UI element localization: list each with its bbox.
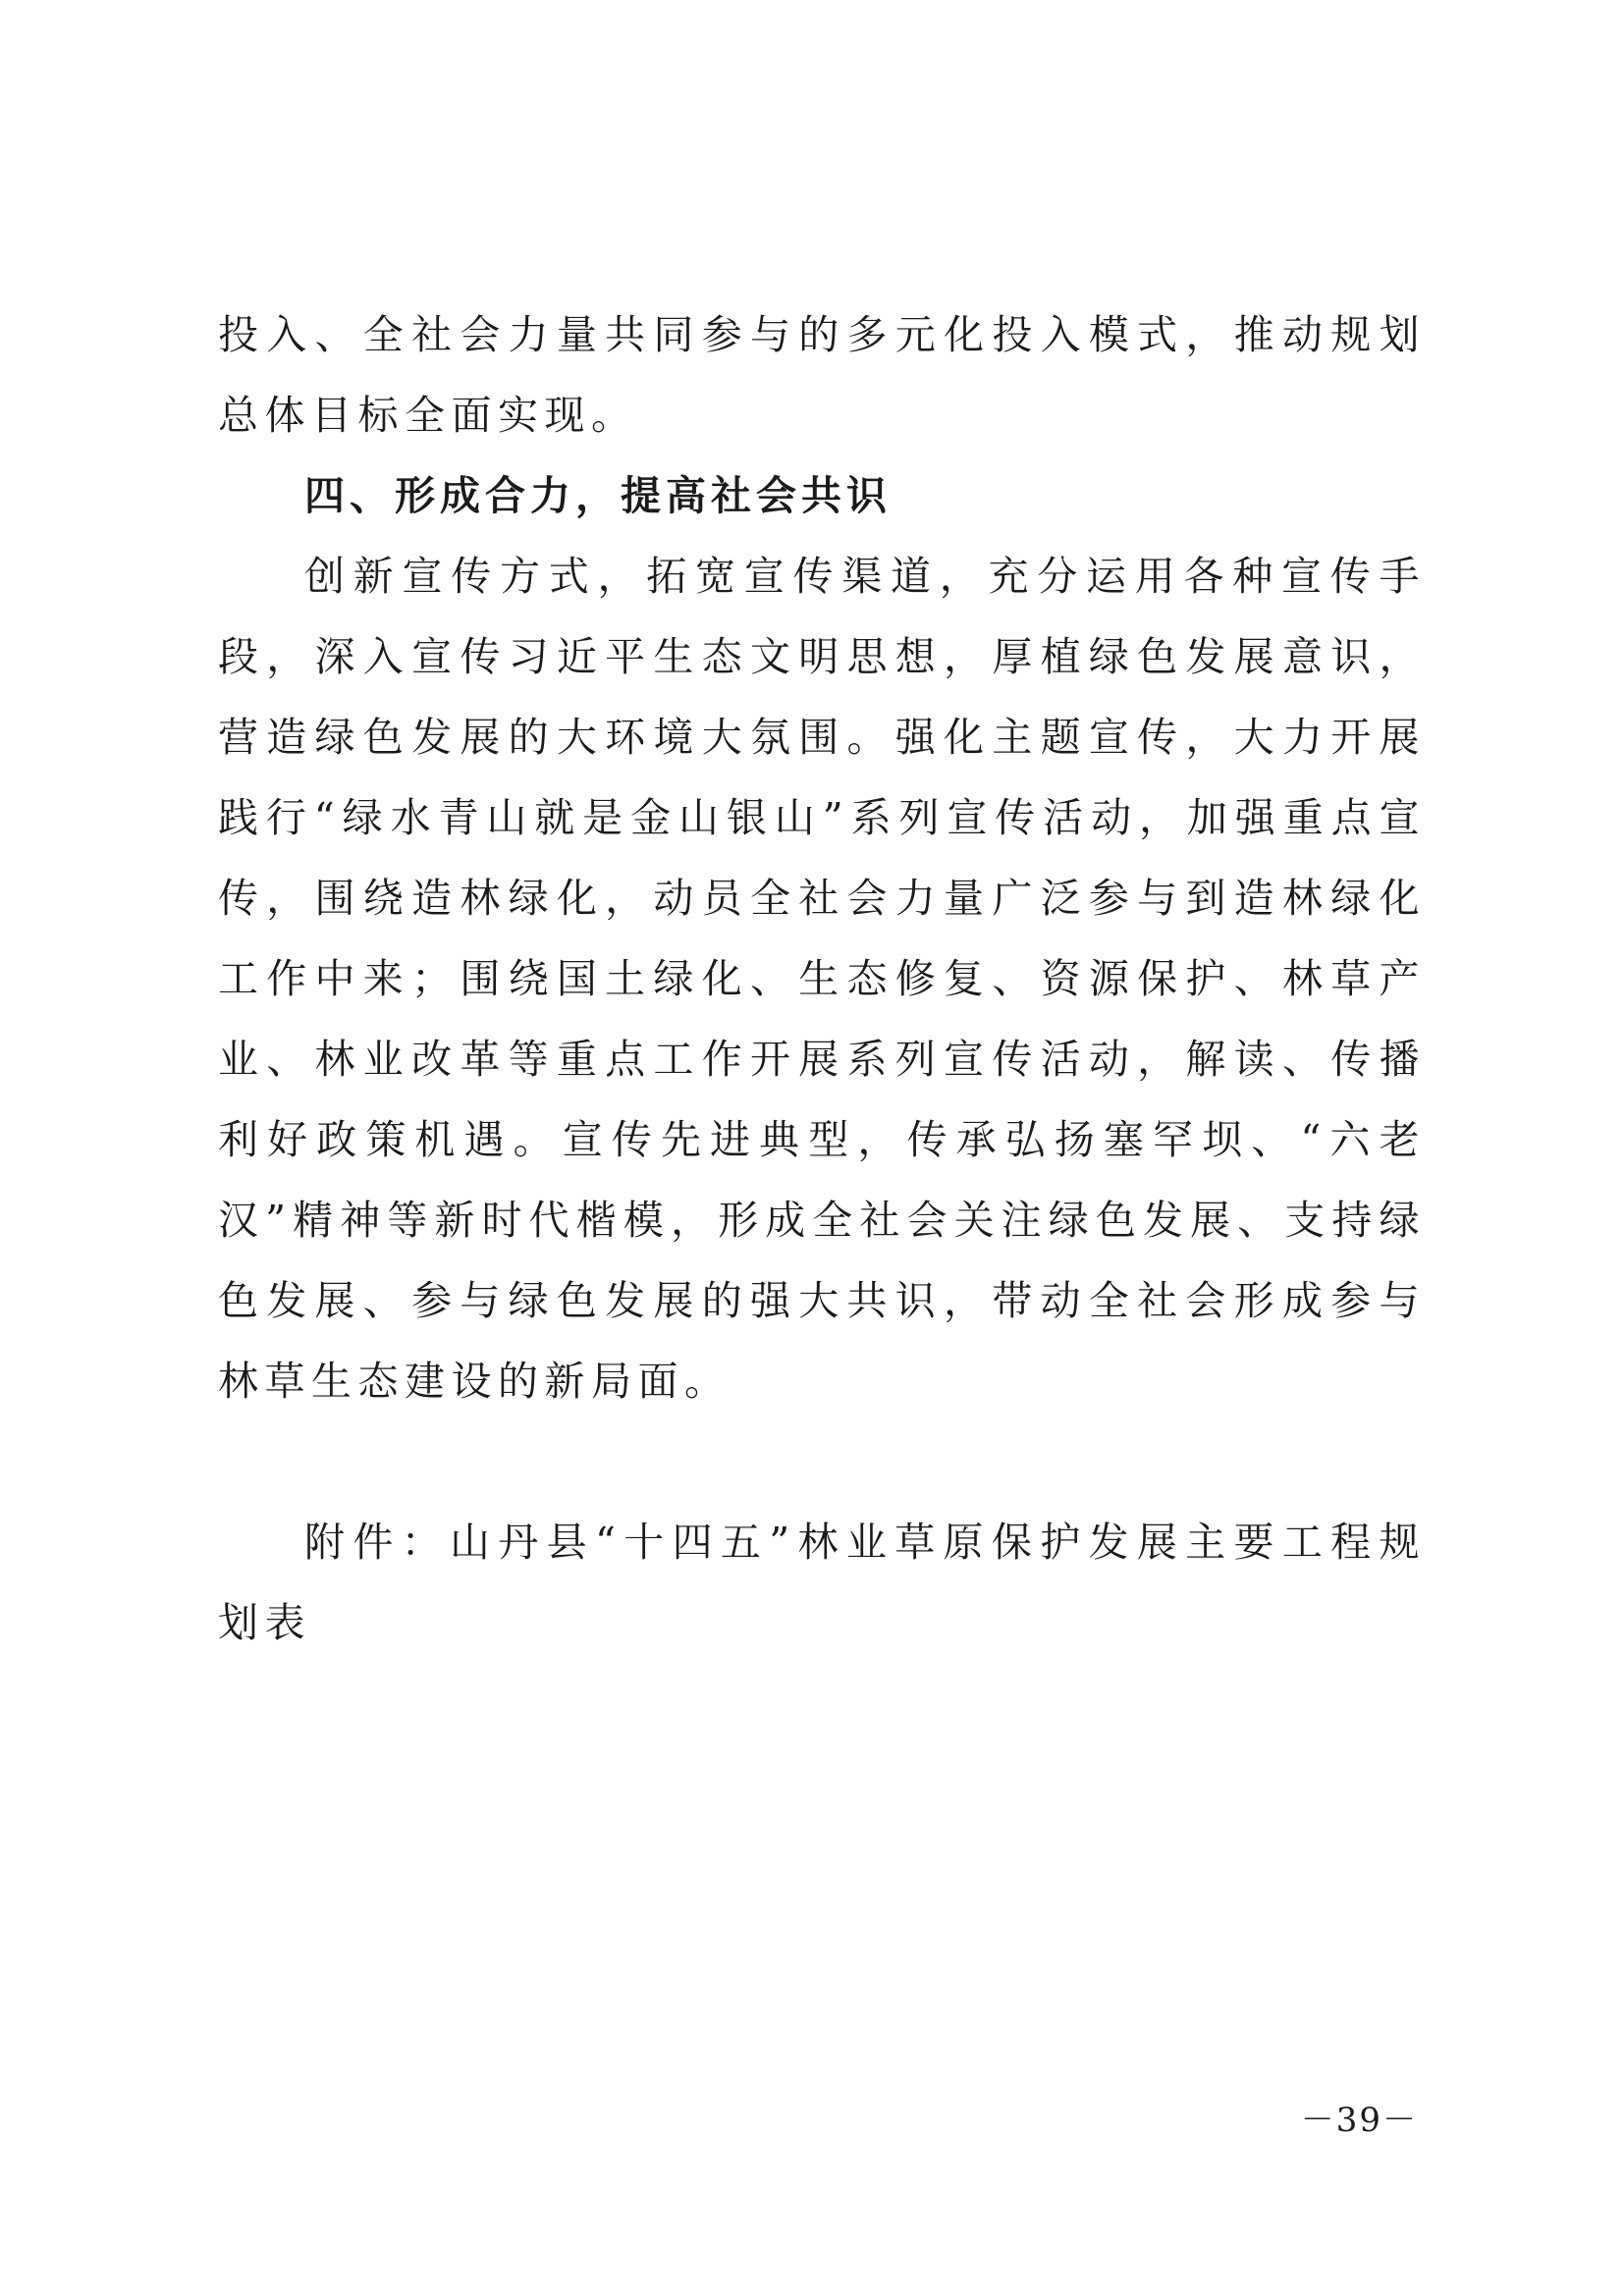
continuation-paragraph: 投入、全社会力量共同参与的多元化投入模式，推动规划总体目标全面实现。 (218, 311, 1426, 439)
section-heading: 四、形成合力，提高社会共识 (304, 472, 892, 519)
page-content (218, 294, 1426, 1663)
body-paragraph: 创新宣传方式，拓宽宣传渠道，充分运用各种宣传手段，深入宣传习近平生态文明思想，厚植绿色发展意识，营造绿色发展的大环境大氛围。强化主题宣传，大力开展践行“绿水青山就是金山银山”系列宣传活动，加强重点宣传，围绕造林绿化，动员全社会力量广泛参与到造林绿化工作中来；围绕国土绿化、生态修复、资源保护、林草产业、林业改革等重点工作开展系列宣传活动，解读、传播利好政策机遇。宣传先进典型，传承弘扬塞罕坝、“六老汉”精神等新时代楷模，形成全社会关注绿色发展、支持绿色发展、参与绿色发展的强大共识，带动全社会形成参与林草生态建设的新局面。 (218, 553, 1426, 1405)
page-number: －39－ (1300, 2101, 1418, 2140)
attachment-line: 附件：山丹县“十四五”林业草原保护发展主要工程规划表 (218, 1519, 1426, 1646)
